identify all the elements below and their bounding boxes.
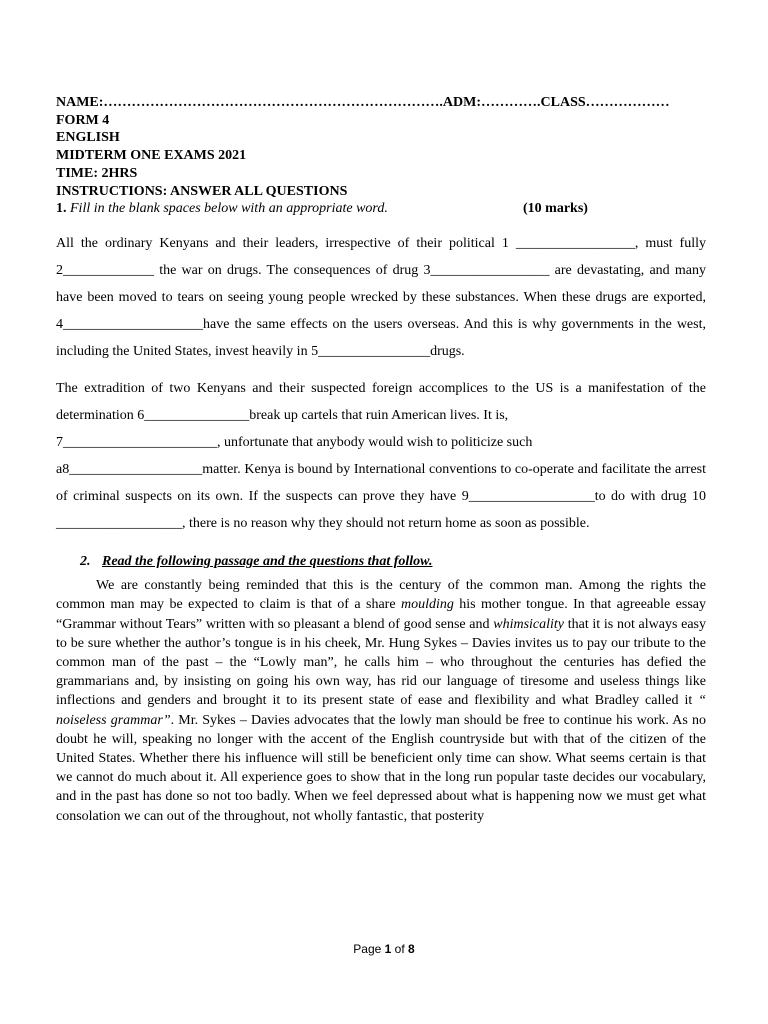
comprehension-passage [56, 576, 706, 826]
footer-page-number: 1 [384, 942, 392, 956]
question-1-number: 1. [56, 201, 67, 217]
passage-text-1: We are constantly being reminded that this is the century of the common man. Among the rights the common man may be expected to claim is that of a share [56, 578, 706, 613]
question-2-instruction: Read the following passage and the questions that follow. [102, 554, 433, 570]
question-2-number: 2. [80, 554, 91, 570]
name-adm-class-line: NAME:……………………………………………………………….ADM:………….CLASS……………… [56, 95, 670, 110]
passage-text-4: . Mr. Sykes – Davies advocates that the lowly man should be free to continue his work. As no doubt he will, speaking no longer with the accent of the English countryside but with that of the citizen of the United States. Whether there his influence will still be beneficient only time can show. What seems certain is that we cannot do much about it. All experience goes to show that in the long run popular taste decides our vocabulary, and in the past has done so not too badly. When we feel depressed about what is happening now we must get what consolation we can out of the throughout, not wholly fantastic, that posterity [56, 712, 706, 824]
cloze-paragraph-1: All the ordinary Kenyans and their leaders, irrespective of their political 1 _________________, must fully 2_____________ the war on drugs. The consequences of drug 3_________________ are devastating, and many have been moved to tears on seeing young people wrecked by these substances. When these drugs are exported, 4____________________have the same effects on the users overseas. And this is why governments in the west, including the United States, invest heavily in 5________________drugs. [56, 236, 706, 360]
passage-italic-whimsicality: whimsicality [493, 616, 565, 632]
passage-text-2: his mother tongue. In that agreeable essay “Grammar without Tears” written with so pleasant a blend of good sense and [56, 597, 706, 632]
page-footer [0, 942, 768, 956]
footer-page-word: Page [353, 942, 382, 956]
time-label: TIME: 2HRS [56, 165, 138, 181]
cloze-paragraph-2-part-b: 7______________________, unfortunate that anybody would wish to politicize such [56, 435, 533, 451]
passage-italic-moulding: moulding [400, 597, 454, 613]
exam-page [56, 94, 706, 826]
instructions: INSTRUCTIONS: ANSWER ALL QUESTIONS [56, 183, 348, 199]
footer-page-total: 8 [408, 942, 415, 956]
cloze-paragraph-2-part-a: The extradition of two Kenyans and their suspected foreign accomplices to the US is a manifestation of the determination 6_______________break up cartels that ruin American lives. It is, [56, 381, 706, 424]
cloze-paragraph-2-part-c: a8___________________matter. Kenya is bound by International conventions to co-operate and facilitate the arrest of criminal suspects on its own. If the suspects can prove they have 9__________________to do with drug 10 __________________, there is no reason why they should not return home as soon as possible. [56, 462, 706, 532]
passage-italic-noiseless-grammar: “ noiseless grammar” [56, 693, 706, 728]
question-2-title [80, 553, 706, 571]
cloze-paragraph-2 [56, 375, 706, 537]
question-1-prompt [56, 200, 706, 218]
subject-label: ENGLISH [56, 130, 120, 146]
exam-title: MIDTERM ONE EXAMS 2021 [56, 148, 247, 164]
question-1-marks: (10 marks) [523, 201, 588, 217]
question-1-instruction: Fill in the blank spaces below with an appropriate word. [70, 201, 388, 217]
footer-of-word: of [394, 942, 405, 956]
form-label: FORM 4 [56, 112, 110, 128]
passage-text-3: that it is not always easy to be sure whether the author’s tongue is in his cheek, Mr. Hung Sykes – Davies invites us to pay our tribute to the common man of the past – the “Lowly man”, he calls him – who throughout the centuries has defied the grammarians and, by insisting on going his own way, has rid our language of tiresome and useless things like inflections and genders and brought it to its present state of ease and flexibility and what Bradley called it [56, 616, 706, 709]
